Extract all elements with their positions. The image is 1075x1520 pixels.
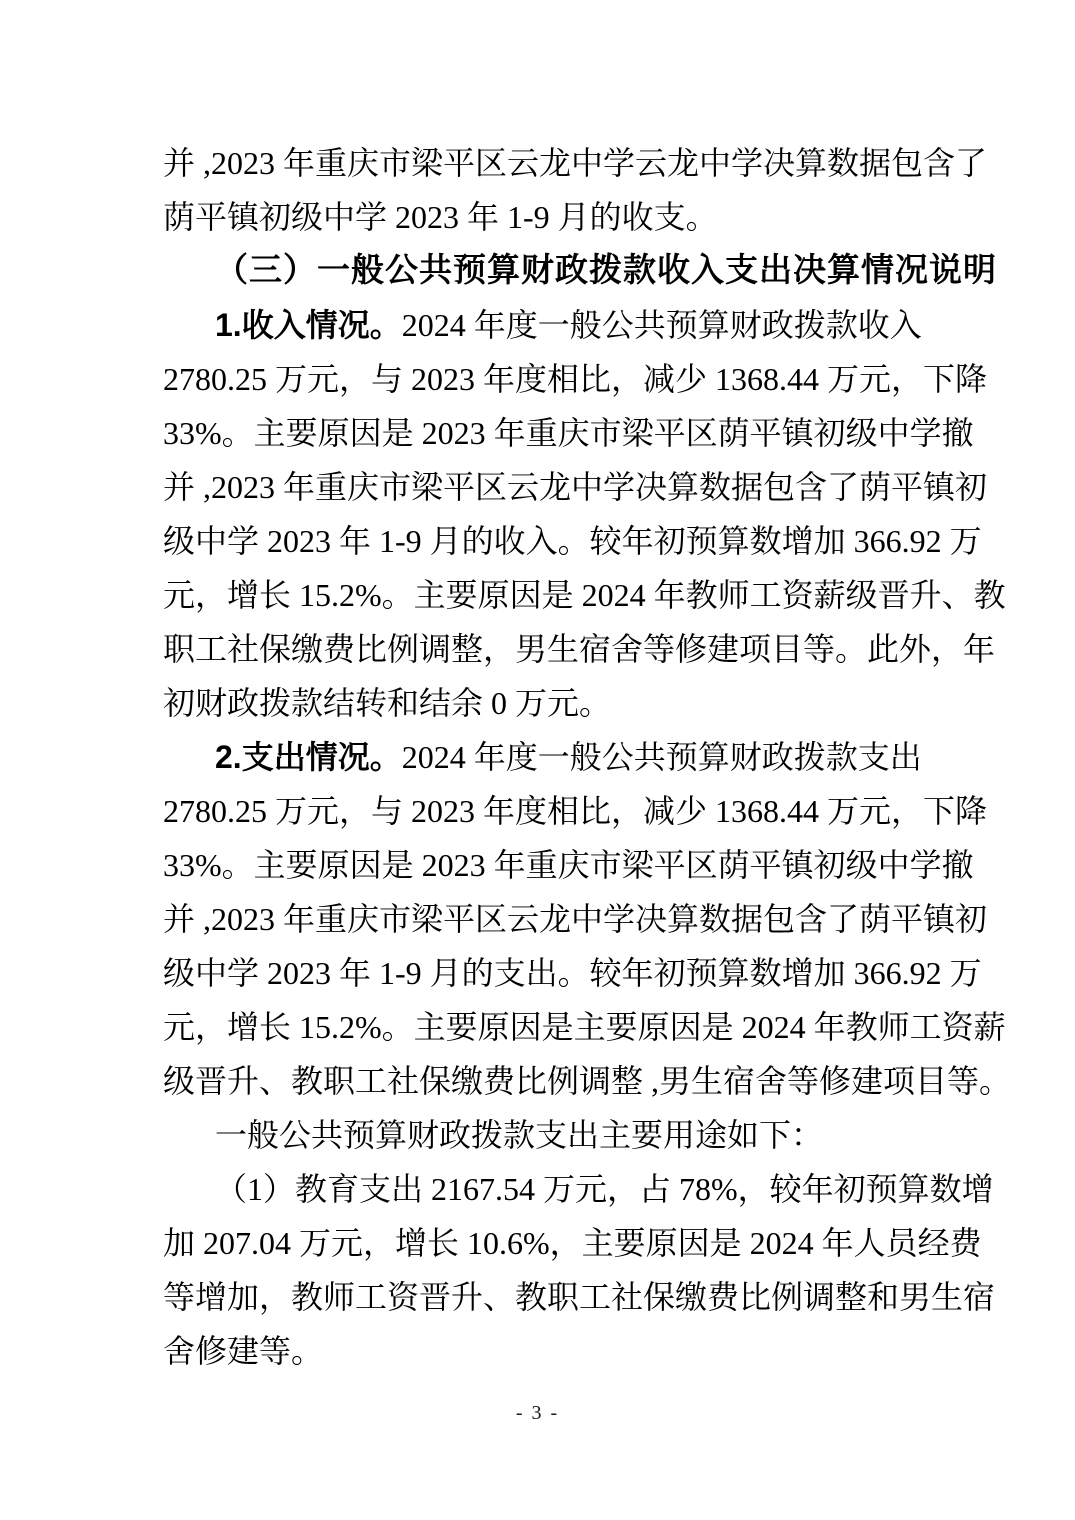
text-line: 并 ,2023 年重庆市梁平区云龙中学决算数据包含了荫平镇初: [163, 901, 988, 937]
paragraph: [163, 136, 988, 244]
text-line: 33%。主要原因是 2023 年重庆市梁平区荫平镇初级中学撤: [163, 847, 974, 883]
body-text: [163, 136, 1012, 1378]
paragraph: [163, 1108, 912, 1162]
bold-lead: 1.收入情况。: [215, 307, 402, 343]
text-line: （1）教育支出 2167.54 万元，占 78%，较年初预算数增: [215, 1171, 994, 1207]
text-line: 荫平镇初级中学 2023 年 1-9 月的收支。: [163, 199, 718, 235]
section-heading: [163, 244, 997, 298]
text-line: 2780.25 万元，与 2023 年度相比，减少 1368.44 万元，下降: [163, 361, 988, 397]
page-number: - 3 -: [515, 1402, 560, 1424]
text-line: 一般公共预算财政拨款支出主要用途如下：: [215, 1117, 824, 1153]
text-line: 并 ,2023 年重庆市梁平区云龙中学决算数据包含了荫平镇初: [163, 469, 988, 505]
text-line: 加 207.04 万元，增长 10.6%，主要原因是 2024 年人员经费: [163, 1225, 982, 1261]
text-line: 级晋升、教职工社保缴费比例调整 ,男生宿舍等修建项目等。: [163, 1063, 1012, 1099]
text-line: 级中学 2023 年 1-9 月的支出。较年初预算数增加 366.92 万: [163, 955, 982, 991]
paragraph: [163, 730, 1012, 1108]
text-line: 元，增长 15.2%。主要原因是 2024 年教师工资薪级晋升、教: [163, 577, 1006, 613]
text-line: 33%。主要原因是 2023 年重庆市梁平区荫平镇初级中学撤: [163, 415, 974, 451]
text-line: 舍修建等。: [163, 1333, 324, 1369]
text-line: 元，增长 15.2%。主要原因是主要原因是 2024 年教师工资薪: [163, 1009, 1006, 1045]
text-line: 等增加，教师工资晋升、教职工社保缴费比例调整和男生宿: [163, 1279, 996, 1315]
text-line: 职工社保缴费比例调整，男生宿舍等修建项目等。此外，年: [163, 631, 996, 667]
paragraph: [163, 298, 1006, 730]
text-line: 并 ,2023 年重庆市梁平区云龙中学云龙中学决算数据包含了: [163, 145, 988, 181]
text-line: 初财政拨款结转和结余 0 万元。: [163, 685, 612, 721]
text-line: 2.支出情况。2024 年度一般公共预算财政拨款支出: [215, 739, 922, 775]
text-line: （三）一般公共预算财政拨款收入支出决算情况说明: [215, 253, 997, 289]
bold-lead: 2.支出情况。: [215, 739, 402, 775]
paragraph: [163, 1162, 996, 1378]
text-line: 1.收入情况。2024 年度一般公共预算财政拨款收入: [215, 307, 922, 343]
text-line: 2780.25 万元，与 2023 年度相比，减少 1368.44 万元，下降: [163, 793, 988, 829]
text-line: 级中学 2023 年 1-9 月的收入。较年初预算数增加 366.92 万: [163, 523, 982, 559]
